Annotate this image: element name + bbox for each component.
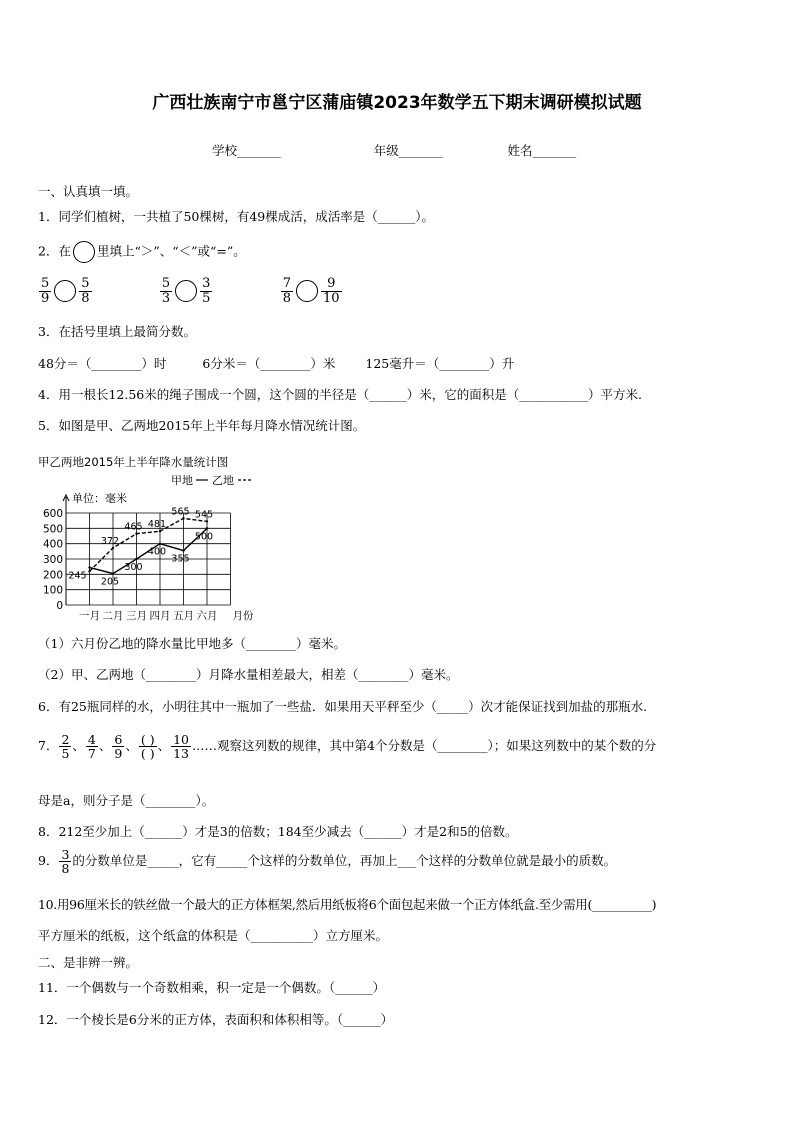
compare-circle-icon <box>296 280 318 302</box>
x-tick-label: 三月 <box>126 610 147 622</box>
data-label: 245 <box>68 570 87 582</box>
question-12: 12．一个棱长是6分米的正方体，表面积和体积相等。（______） <box>38 1012 394 1027</box>
data-label: 300 <box>124 562 143 573</box>
question-5: 5．如图是甲、乙两地2015年上半年每月降水情况统计图。 <box>38 418 366 433</box>
y-tick-label: 600 <box>42 508 63 520</box>
data-label: 465 <box>124 521 143 533</box>
question-6: 6．有25瓶同样的水，小明往其中一瓶加了一些盐．如果用天平秤至少（_____）次才能保证找到加盐的那瓶水. <box>38 699 648 714</box>
data-label: 400 <box>147 546 167 558</box>
rainfall-chart <box>36 450 276 622</box>
question-10: 10.用96厘米长的铁丝做一个最大的正方体框架,然后用纸板将6个面包起来做一个正方体纸盒.至少需用(__________) <box>38 897 657 912</box>
name-field: 姓名_______ <box>507 143 577 158</box>
school-field: 学校_______ <box>212 143 281 158</box>
data-point <box>112 572 114 574</box>
y-tick-label: 300 <box>42 554 63 566</box>
data-point <box>88 570 90 572</box>
question-8: 8．212至少加上（______）才是3的倍数；184至少减去（______）才是2和5的倍数。 <box>38 824 518 839</box>
question-7-line-2: 母是a，则分子是（________）。 <box>38 793 215 808</box>
data-point <box>112 547 114 549</box>
section-1-heading: 一、认真填一填。 <box>38 184 139 199</box>
y-tick-label: 400 <box>42 538 63 551</box>
data-label: 372 <box>100 535 120 547</box>
data-point <box>182 549 184 551</box>
question-4: 4．用一根长12.56米的绳子围成一个圆，这个圆的半径是（______）米，它的面积是（___________）平方米. <box>38 387 642 402</box>
page-title: 广西壮族南宁市邕宁区蒲庙镇2023年数学五下期末调研模拟试题 <box>152 93 642 113</box>
legend-a: 甲地 <box>171 474 193 487</box>
x-tick-label: 四月 <box>149 610 171 622</box>
question-2-pairs: $\frac{5}{9}$ $\frac{5}{8}$ $\frac{5}{3}$ $\frac{3}{5}$ $\frac{7}{8}$ $\frac{9}{10}$ <box>41 276 340 306</box>
question-5-2: （2）甲、乙两地（________）月降水量相差最大，相差（________）毫米。 <box>38 667 459 682</box>
question-10-line-2: 平方厘米的纸板，这个纸盒的体积是（__________）立方厘米。 <box>38 928 389 943</box>
grade-field: 年级_______ <box>373 143 443 158</box>
y-tick-label: 200 <box>42 569 63 582</box>
data-point <box>206 520 208 522</box>
y-axis-label: 单位：毫米 <box>72 492 127 505</box>
data-point <box>135 558 137 560</box>
question-7: 7． $\frac{2}{5}$ 、 $\frac{4}{7}$ 、 $\frac{6}{9}$ 、 $\frac{( )}{( )}$ 、 $\frac{10}{13}$ ……观察这列数的规律，其中第4个分数是（________）；如果这列数中的某个数的分 <box>38 732 657 762</box>
y-tick-label: 0 <box>56 600 63 612</box>
x-tick-label: 六月 <box>196 610 218 622</box>
data-point <box>88 566 90 568</box>
data-label: 545 <box>194 509 214 521</box>
data-label: 500 <box>194 531 214 543</box>
x-tick-label: 一月 <box>79 610 100 622</box>
data-point <box>182 517 184 519</box>
section-2-heading: 二、是非辨一辨。 <box>38 955 139 970</box>
data-label: 481 <box>147 519 167 531</box>
data-point <box>135 533 137 535</box>
question-3: 3．在括号里填上最简分数。 <box>38 324 196 339</box>
compare-circle-icon <box>73 241 95 263</box>
x-tick-label: 二月 <box>102 610 124 622</box>
compare-circle-icon <box>54 280 76 302</box>
question-3-items: 48分＝（________）时 6分米＝（________）米 125毫升＝（________）升 <box>38 356 515 371</box>
data-label: 355 <box>171 553 190 565</box>
question-11: 11．一个偶数与一个奇数相乘，积一定是一个偶数。（______） <box>38 980 386 995</box>
data-point <box>206 527 208 529</box>
compare-circle-icon <box>175 280 197 302</box>
data-point <box>159 542 161 544</box>
data-point <box>159 530 161 532</box>
question-2: 2．在 里填上“＞”、“＜”或“=”。 <box>38 241 246 263</box>
question-9: 9． $\frac{3}{8}$ 的分数单位是_____，它有_____个这样的分数单位，再加上___个这样的分数单位就是最小的质数。 <box>38 847 617 877</box>
student-info <box>212 141 576 159</box>
data-label: 565 <box>171 506 190 518</box>
question-1: 1．同学们植树，一共植了50棵树，有49棵成活，成活率是（______）。 <box>38 209 435 224</box>
y-tick-label: 500 <box>42 523 63 536</box>
chart-title: 甲乙两地2015年上半年降水量统计图 <box>38 455 229 469</box>
question-5-1: （1）六月份乙地的降水量比甲地多（________）毫米。 <box>38 636 346 651</box>
legend-b: 乙地 <box>212 474 234 487</box>
y-tick-label: 100 <box>42 584 63 597</box>
data-label: 205 <box>100 576 120 588</box>
x-tick-label: 五月 <box>173 610 194 622</box>
x-axis-label: 月份 <box>232 610 254 622</box>
